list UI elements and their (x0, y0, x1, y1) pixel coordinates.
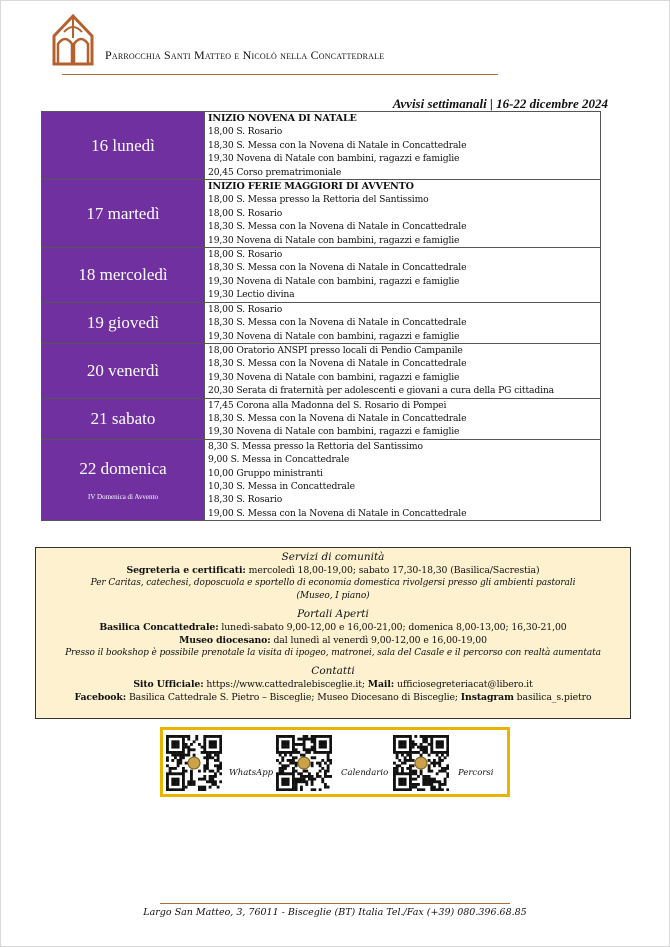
bookshop-line: Presso il bookshop è possibile prenotale la visita di ipogeo, matronei, sala del Casale e il percorso con realtà aumentata (65, 648, 601, 658)
event-line: 19,30 Lectio divina (208, 289, 295, 301)
event-line: 19,30 Novena di Natale con bambini, ragazzi e famiglie (208, 330, 460, 342)
event-heading: INIZIO FERIE MAGGIORI DI AVVENTO (208, 181, 414, 193)
event-line: 18,30 S. Messa con la Novena di Natale in Concattedrale (208, 358, 467, 370)
event-line: 8,30 S. Messa presso la Rettoria del Santissimo (208, 440, 423, 452)
day-cell (42, 112, 205, 180)
contacts-title: Contatti (311, 665, 355, 677)
event-line: 18,30 S. Messa con la Novena di Natale in Concattedrale (208, 412, 467, 424)
open-portals-title: Portali Aperti (297, 608, 369, 620)
day-subtitle: IV Domenica di Avvento (88, 492, 158, 501)
events-cell (205, 343, 601, 398)
community-services-title: Servizi di comunità (281, 551, 385, 563)
day-label: 20 venerdì (86, 360, 160, 380)
caritas-line: Per Caritas, catechesi, doposcuola e sportello di economia domestica rivolgersi presso gli ambienti pastorali (90, 578, 576, 588)
qr-code-icon[interactable] (393, 735, 449, 791)
event-line: 19,00 S. Messa con la Novena di Natale in Concattedrale (208, 507, 467, 519)
event-line: 18,30 S. Messa con la Novena di Natale in Concattedrale (208, 317, 467, 329)
day-cell (42, 439, 205, 520)
qr-label-whatsapp: WhatsApp (229, 768, 274, 778)
event-line: 18,00 Oratorio ANSPI presso locali di Pendio Campanile (208, 344, 463, 356)
qr-label-percorsi: Percorsi (458, 768, 494, 778)
event-line: 18,30 S. Messa con la Novena di Natale in Concattedrale (208, 262, 467, 274)
parish-title: Parrocchia Santi Matteo e Nicolò nella Concattedrale (105, 48, 385, 62)
day-cell (42, 398, 205, 439)
basilica-hours: Basilica Concattedrale: lunedì-sabato 9,00-12,00 e 16,00-21,00; domenica 8,00-13,00; 16,30-21,00 (99, 622, 567, 633)
day-cell (42, 180, 205, 248)
events-cell (205, 248, 601, 303)
events-cell (205, 180, 601, 248)
event-line: 19,30 Novena di Natale con bambini, ragazzi e famiglie (208, 153, 460, 165)
schedule-row (42, 180, 601, 248)
event-line: 19,30 Novena di Natale con bambini, ragazzi e famiglie (208, 371, 460, 383)
events-cell (205, 302, 601, 343)
event-line: 19,30 Novena di Natale con bambini, ragazzi e famiglie (208, 275, 460, 287)
schedule-row (42, 343, 601, 398)
event-line: 18,00 S. Messa presso la Rettoria del Santissimo (208, 194, 429, 206)
event-line: 19,30 Novena di Natale con bambini, ragazzi e famiglie (208, 234, 460, 246)
day-label: 18 mercoledì (78, 264, 168, 284)
museum-hours: Museo diocesano: dal lunedì al venerdì 9,00-12,00 e 16,00-19,00 (179, 635, 487, 646)
caritas-location: (Museo, I piano) (296, 591, 370, 601)
schedule-row (42, 439, 601, 520)
event-heading: INIZIO NOVENA DI NATALE (208, 113, 357, 124)
website-link[interactable]: https://www.cattedralebisceglie.it; (203, 679, 368, 690)
qr-label-calendario: Calendario (341, 768, 389, 778)
event-line: 17,45 Corona alla Madonna del S. Rosario di Pompei (208, 399, 447, 411)
church-logo-icon (50, 14, 96, 66)
events-cell (205, 439, 601, 520)
schedule-row (42, 248, 601, 303)
event-line: 10,30 S. Messa in Concattedrale (208, 480, 355, 492)
day-cell (42, 248, 205, 303)
day-label: 22 domenica (79, 458, 167, 478)
secretariat-line: Segreteria e certificati: mercoledì 18,00-19,00; sabato 17,30-18,30 (Basilica/Sacrestia) (126, 565, 540, 576)
event-line: 18,30 S. Messa con la Novena di Natale in Concattedrale (208, 139, 467, 151)
qr-codes-box (160, 727, 510, 797)
footer-address: Largo San Matteo, 3, 76011 - Bisceglie (BT) Italia Tel./Fax (+39) 080.396.68.85 (143, 907, 527, 918)
event-line: 18,00 S. Rosario (208, 249, 283, 261)
event-line: 19,30 Novena di Natale con bambini, ragazzi e famiglie (208, 426, 460, 438)
day-cell (42, 302, 205, 343)
event-line: 18,00 S. Rosario (208, 207, 283, 219)
event-line: 9,00 S. Messa in Concattedrale (208, 454, 350, 466)
header-divider (62, 74, 498, 75)
event-line: 18,00 S. Rosario (208, 303, 283, 315)
event-line: 10,00 Gruppo ministranti (208, 467, 323, 479)
schedule-row (42, 112, 601, 180)
schedule-row (42, 398, 601, 439)
event-line: 20,45 Corso prematrimoniale (208, 166, 342, 178)
community-services-box (35, 547, 631, 719)
event-line: 18,30 S. Messa con la Novena di Natale in Concattedrale (208, 221, 467, 233)
events-cell (205, 398, 601, 439)
event-line: 20,30 Serata di fraternità per adolescenti e giovani a cura della PG cittadina (208, 385, 554, 397)
social-line: Facebook: Basilica Cattedrale S. Pietro – Bisceglie; Museo Diocesano di Bisceglie; Instagram basilica_s.pietro (74, 692, 592, 703)
day-label: 21 sabato (90, 408, 156, 428)
weekly-schedule-table (41, 111, 601, 521)
footer-divider (160, 903, 510, 904)
event-line: 18,00 S. Rosario (208, 126, 283, 138)
email-link[interactable]: ufficiosegreteriacat@libero.it (394, 679, 533, 690)
event-line: 18,30 S. Rosario (208, 494, 283, 506)
weekly-notice-title: Avvisi settimanali | 16-22 dicembre 2024 (392, 96, 608, 111)
qr-code-icon[interactable] (166, 735, 222, 791)
day-label: 19 giovedì (86, 312, 160, 332)
day-label: 16 lunedì (91, 135, 155, 155)
events-cell (205, 112, 601, 180)
day-cell (42, 343, 205, 398)
schedule-row (42, 302, 601, 343)
qr-code-icon[interactable] (276, 735, 332, 791)
website-mail-line: Sito Ufficiale: https://www.cattedralebisceglie.it; Mail: ufficiosegreteriacat@libero.it (133, 679, 533, 690)
day-label: 17 martedì (86, 203, 160, 223)
